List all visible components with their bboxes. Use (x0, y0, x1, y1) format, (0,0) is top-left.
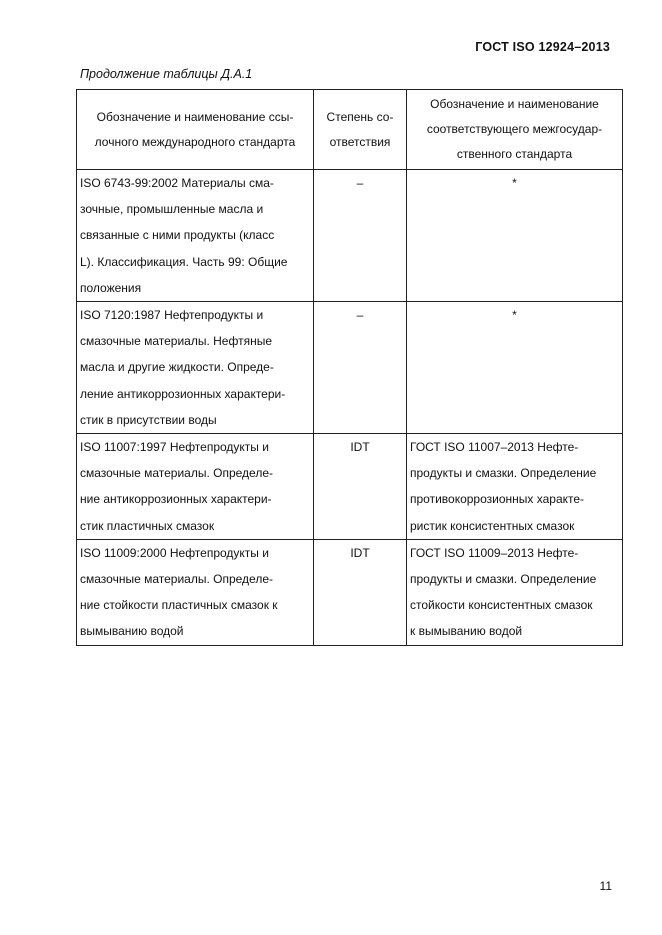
header-line: Обозначение и наименование (430, 97, 599, 111)
cell-line: продукты и смазки. Определение (410, 466, 597, 481)
header-line: Обозначение и наименование ссы- (96, 109, 294, 124)
cell-international-standard (77, 539, 314, 645)
cell-international-standard (77, 302, 314, 434)
cell-interstate-standard (407, 434, 623, 540)
table-row (77, 539, 623, 645)
cell-line: ГОСТ ISO 11007–2013 Нефте- (410, 440, 579, 455)
cell-line: ISO 6743-99:2002 Материалы сма- (80, 176, 274, 190)
cell-line: ристик консистентных смазок (410, 518, 575, 533)
cell-degree: – (314, 302, 407, 434)
header-interstate-standard (407, 90, 623, 170)
table-caption: Продолжение таблицы Д.А.1 (80, 67, 253, 81)
cell-line: противокоррозионных характе- (410, 492, 585, 507)
cell-line: ление антикоррозионных характери- (80, 386, 286, 401)
table-header-row (77, 90, 623, 170)
header-degree-of-conformity (314, 90, 407, 170)
header-international-standard (77, 90, 314, 170)
cell-degree: IDT (314, 539, 407, 645)
cell-line: масла и другие жидкости. Опреде- (80, 360, 274, 375)
cell-line: ISO 11007:1997 Нефтепродукты и (80, 440, 269, 455)
cell-line: смазочные материалы. Определе- (80, 466, 273, 481)
cell-international-standard (77, 170, 314, 302)
cell-interstate-standard (407, 170, 623, 302)
header-line: соответствующего межгосудар- (426, 122, 603, 136)
header-line: ответствия (329, 134, 391, 149)
cell-line: смазочные материалы. Определе- (80, 572, 273, 587)
cell-line: связанные с ними продукты (класс (80, 228, 275, 243)
cell-line: ние антикоррозионных характери- (80, 492, 272, 507)
cell-degree: – (314, 170, 407, 302)
cell-international-standard (77, 434, 314, 540)
cell-line: вымыванию водой (80, 624, 184, 639)
cell-line: положения (80, 280, 142, 295)
standards-correspondence-table (76, 89, 623, 646)
cell-interstate-standard (407, 539, 623, 645)
cell-line: стик в присутствии воды (80, 412, 217, 427)
table-row (77, 434, 623, 540)
header-line: Степень со- (326, 109, 394, 124)
cell-line: стойкости консистентных смазок (410, 598, 593, 613)
cell-line: ГОСТ ISO 11009–2013 Нефте- (410, 545, 579, 560)
cell-interstate-standard (407, 302, 623, 434)
cell-line: зочные, промышленные масла и (80, 202, 264, 217)
cell-line: стик пластичных смазок (80, 518, 215, 533)
cell-line: L). Классификация. Часть 99: Общие (80, 254, 288, 269)
cell-line: ISO 7120:1987 Нефтепродукты и (80, 308, 264, 323)
cell-line: * (512, 308, 517, 323)
table-row (77, 170, 623, 302)
cell-line: ние стойкости пластичных смазок к (80, 598, 278, 613)
cell-line: ISO 11009:2000 Нефтепродукты и (80, 545, 269, 560)
cell-line: продукты и смазки. Определение (410, 572, 597, 587)
cell-degree: IDT (314, 434, 407, 540)
header-line: ственного стандарта (456, 147, 573, 161)
document-code-header: ГОСТ ISO 12924–2013 (475, 40, 610, 54)
page-number: 11 (599, 879, 612, 893)
cell-line: к вымыванию водой (410, 624, 523, 639)
header-line: лочного международного стандарта (94, 134, 296, 149)
cell-line: * (512, 176, 517, 190)
table-row (77, 302, 623, 434)
cell-line: смазочные материалы. Нефтяные (80, 334, 272, 349)
